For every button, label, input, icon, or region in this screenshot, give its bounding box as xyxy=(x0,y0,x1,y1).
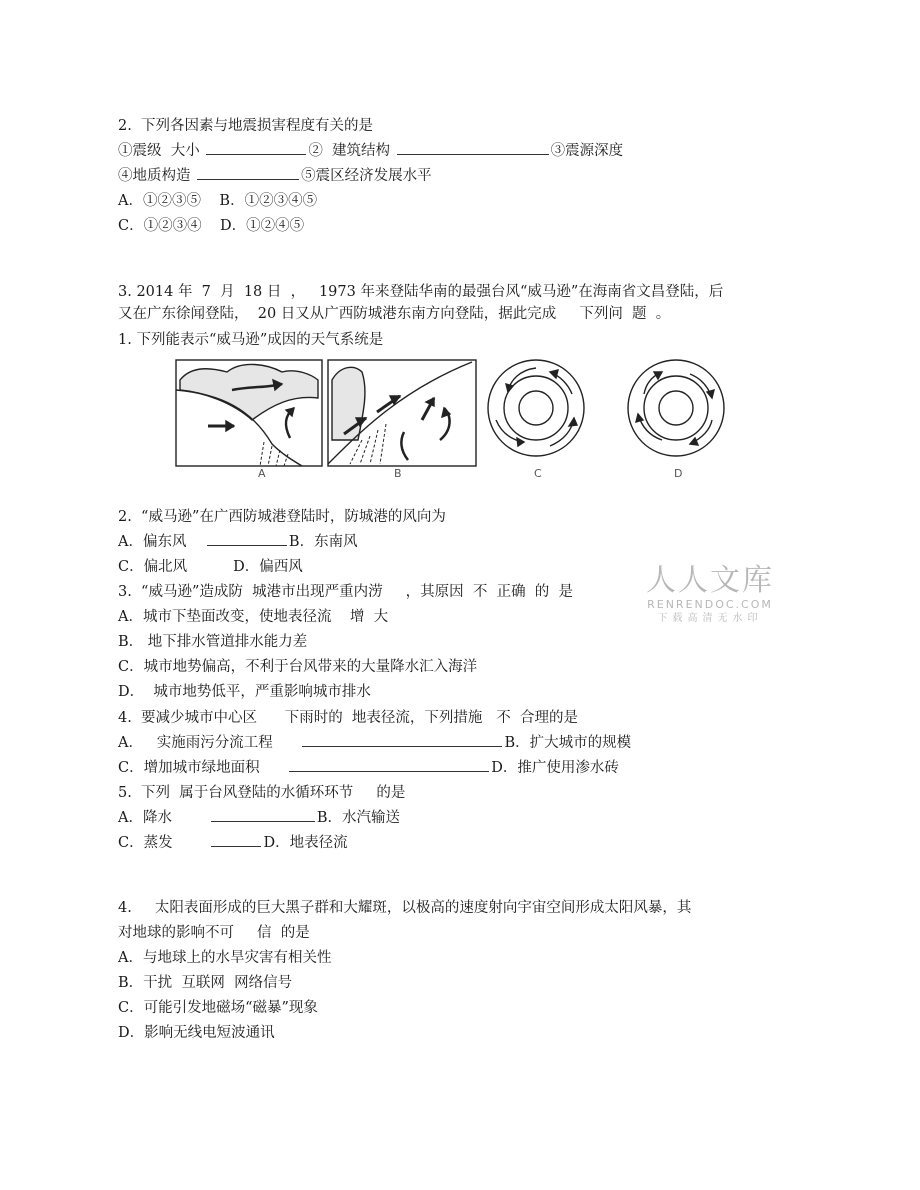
q2-stem: 2. 下列各因素与地震损害程度有关的是 xyxy=(118,118,374,134)
q2-option-4: ④地质构造 xyxy=(118,168,191,184)
blank-line xyxy=(211,808,315,822)
q3-sub4-option-c: C．增加城市绿地面积 xyxy=(118,760,260,776)
blank-line xyxy=(397,141,549,155)
watermark-subtitle: 下载高清无水印 xyxy=(657,613,763,624)
q3-sub5-option-c: C．蒸发 xyxy=(118,835,173,851)
q2-options-row-1 xyxy=(118,141,623,161)
q4-option-a: A．与地球上的水旱灾害有相关性 xyxy=(118,950,332,966)
q3-sub3-option-b: B． 地下排水管道排水能力差 xyxy=(118,634,308,650)
panel-c-cyclone xyxy=(488,360,584,456)
watermark-url: RENRENDOC.COM xyxy=(647,598,773,611)
q3-sub5-option-b: B．水汽输送 xyxy=(316,810,401,826)
q3-sub1: 1. 下列能表示“威马逊”成因的天气系统是 xyxy=(118,332,384,348)
blank-line xyxy=(211,833,261,847)
q2-choices-2: C．①②③④ D．①②④⑤ xyxy=(118,218,305,234)
panel-b-cold-front xyxy=(328,360,476,466)
figure-label-b: B xyxy=(394,467,402,478)
q4-option-c: C．可能引发地磁场“磁暴”现象 xyxy=(118,1000,318,1016)
weather-system-figure xyxy=(172,350,734,478)
q3-sub5-options-2 xyxy=(118,833,348,853)
q3-stem-line-1: 3. 2014 年 7 月 18 日 ， 1973 年来登陆华南的最强台风“威马逊”在海南省文昌登陆，后 xyxy=(118,284,724,300)
blank-line xyxy=(207,532,287,546)
q3-sub4-option-d: D．推广使用渗水砖 xyxy=(491,760,619,776)
q4-stem-line-1: 4. 太阳表面形成的巨大黑子群和大耀斑，以极高的速度射向宇宙空间形成太阳风暴，其 xyxy=(118,900,692,916)
panel-d-anticyclone xyxy=(628,360,724,456)
q3-sub4-options-2 xyxy=(118,758,619,778)
blank-line xyxy=(197,166,299,180)
blank-line xyxy=(206,141,306,155)
q3-sub4: 4. 要减少城市中心区 下雨时的 地表径流，下列措施 不 合理的是 xyxy=(118,710,578,726)
figure-label-c: C xyxy=(534,467,542,478)
q3-sub3: 3. “威马逊”造成防 城港市出现严重内涝 ，其原因 不 正确 的 是 xyxy=(118,584,574,600)
q3-sub5-option-a: A．降水 xyxy=(118,810,172,826)
q2-choices-1: A．①②③⑤ B．①②③④⑤ xyxy=(118,193,318,209)
q3-sub2-option-b: B．东南风 xyxy=(288,534,358,550)
q2-option-2: ② 建筑结构 xyxy=(308,143,391,159)
q3-stem-line-2: 又在广东徐闻登陆， 20 日又从广西防城港东南方向登陆，据此完成 下列问 题 。 xyxy=(118,306,671,322)
watermark xyxy=(640,564,780,626)
blank-line xyxy=(302,733,502,747)
q2-option-3: ③震源深度 xyxy=(550,143,624,159)
figure-label-a: A xyxy=(258,467,266,478)
q3-sub4-option-b: B．扩大城市的规模 xyxy=(504,735,632,751)
q3-sub2-options-2: C．偏北风 D．偏西风 xyxy=(118,559,303,575)
q3-sub3-option-a: A．城市下垫面改变，使地表径流 增 大 xyxy=(118,609,389,625)
q3-sub3-option-d: D． 城市地势低平，严重影响城市排水 xyxy=(118,684,371,700)
q3-sub5-options-1 xyxy=(118,808,400,828)
q3-sub2: 2. “威马逊”在广西防城港登陆时，防城港的风向为 xyxy=(118,509,446,525)
q3-sub3-option-c: C．城市地势偏高，不利于台风带来的大量降水汇入海洋 xyxy=(118,659,478,675)
q3-sub4-options-1 xyxy=(118,733,631,753)
q2-option-1: ①震级 大小 xyxy=(118,143,200,159)
watermark-title: 人人文库 xyxy=(646,563,774,598)
q3-sub5: 5. 下列 属于台风登陆的水循环环节 的是 xyxy=(118,785,406,801)
q3-sub2-options-1 xyxy=(118,532,358,552)
q3-sub2-option-a: A．偏东风 xyxy=(118,534,187,550)
q4-option-b: B．干扰 互联网 网络信号 xyxy=(118,975,293,991)
blank-line xyxy=(289,758,489,772)
q2-option-5: ⑤震区经济发展水平 xyxy=(301,168,432,184)
q4-option-d: D．影响无线电短波通讯 xyxy=(118,1025,275,1041)
q2-options-row-2 xyxy=(118,166,432,186)
panel-a-warm-front xyxy=(176,360,322,466)
q4-stem-line-2: 对地球的影响不可 信 的是 xyxy=(118,925,310,941)
figure-label-d: D xyxy=(674,467,683,478)
q3-sub4-option-a: A． 实施雨污分流工程 xyxy=(118,735,273,751)
q3-sub5-option-d: D．地表径流 xyxy=(263,835,348,851)
